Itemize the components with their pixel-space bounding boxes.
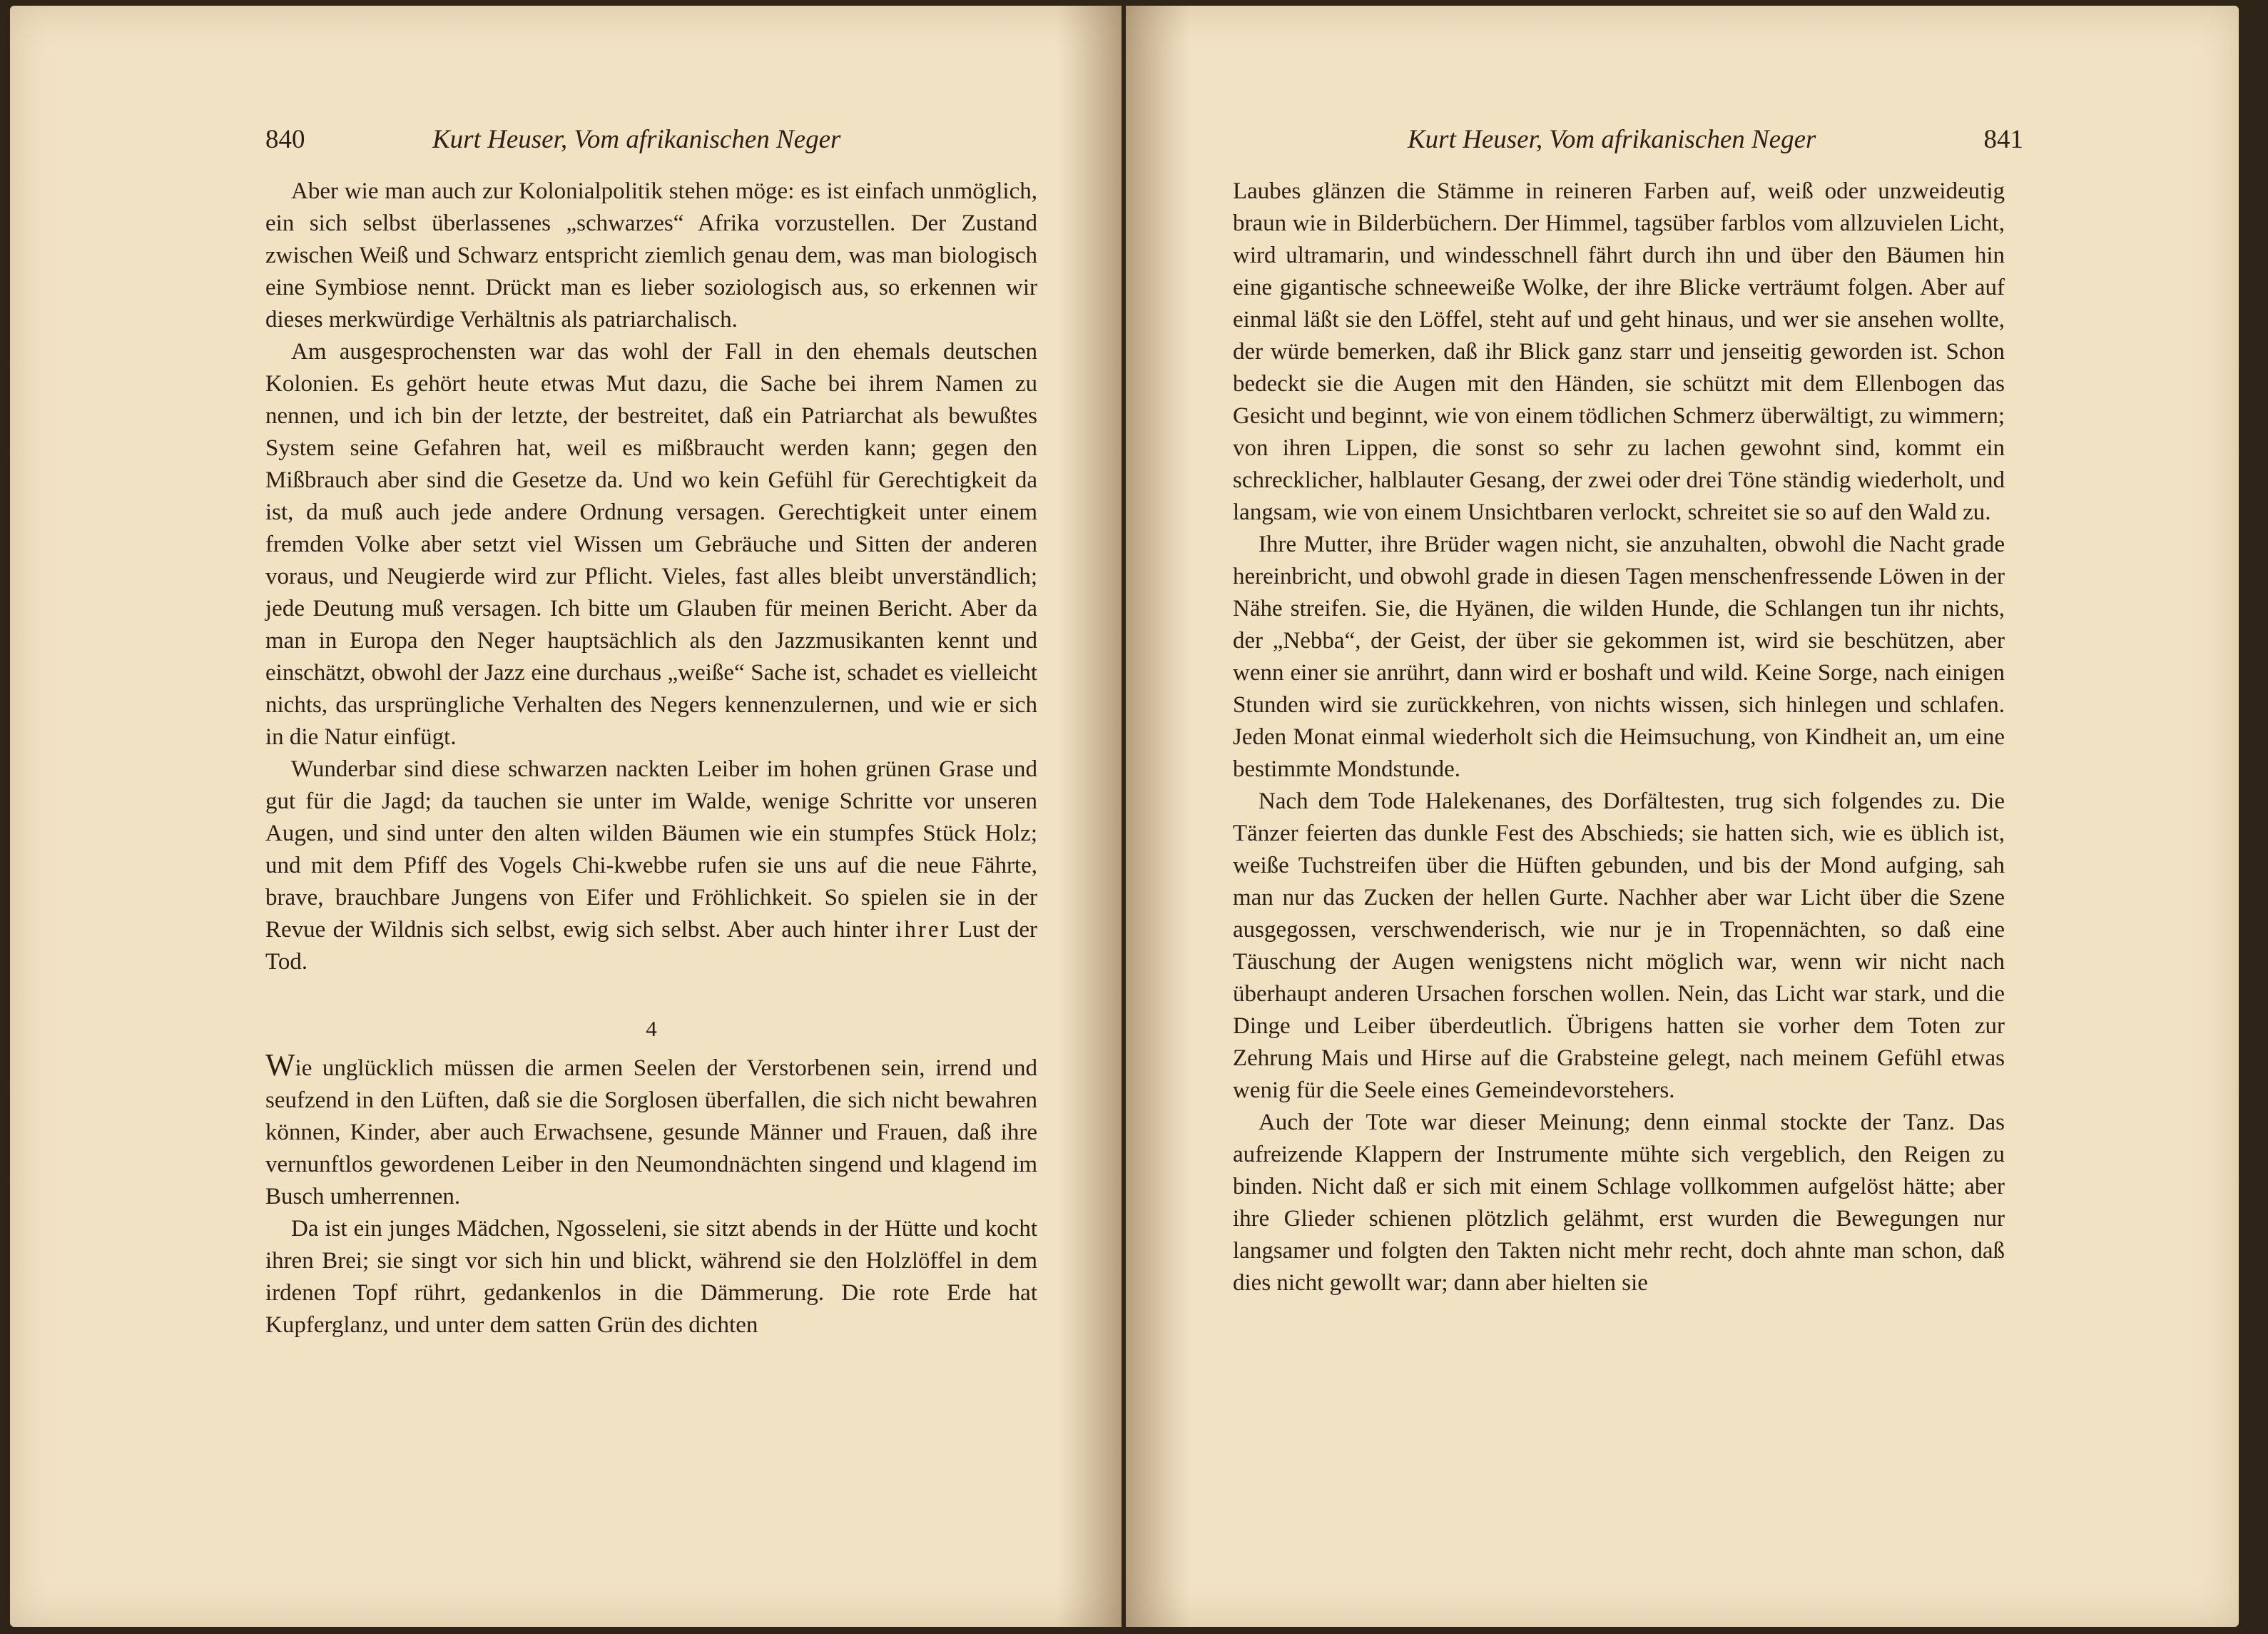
left-page bbox=[10, 6, 1122, 1627]
left-page-body bbox=[265, 176, 1037, 1341]
paragraph: Nach dem Tode Halekenanes, des Dorfältesten, trug sich folgendes zu. Die Tänzer feierten das dunkle Fest des Abschieds; sie hatten sich, wie es üblich ist, weiße Tuchstreifen über die Hüften gebunden, und bis der Mond aufging, sah man nur das Zucken der hellen Gurte. Nachher aber war Licht über die Szene ausgegossen, verschwenderisch, wie nur je in Tropennächten, so daß eine Täuschung der Augen wenigstens nicht möglich war, wenn wir nicht nach überhaupt anderen Ursachen forschen wollen. Nein, das Licht war stark, und die Dinge und Leiber überdeutlich. Übrigens hatten sie vorher dem Toten zur Zehrung Mais und Hirse auf die Grabsteine gelegt, nach meinem Gefühl etwas wenig für die Seele eines Gemeindevorstehers. bbox=[1233, 788, 2005, 1103]
page-number-right: 841 bbox=[1983, 125, 2023, 154]
paragraph: Ihre Mutter, ihre Brüder wagen nicht, sie anzuhalten, obwohl die Nacht grade hereinbricht, und obwohl grade in diesen Tagen menschenfressende Löwen in der Nähe streifen. Sie, die Hyänen, die wilden Hunde, die Schlangen tun ihr nichts, der „Nebba“, der Geist, der über sie gekommen ist, wird sie beschützen, aber wenn einer sie anrührt, dann wird er boshaft und wild. Keine Sorge, nach einigen Stunden wird sie zurückkehren, von nichts wissen, sich hinlegen und schlafen. Jeden Monat einmal wiederholt sich die Heimsuchung, von Kindheit an, um eine bestimmte Mondstunde. bbox=[1233, 532, 2005, 782]
paragraph: Aber wie man auch zur Kolonialpolitik stehen möge: es ist einfach unmöglich, ein sich selbst überlassenes „schwarzes“ Afrika vorzustellen. Der Zustand zwischen Weiß und Schwarz entspricht ziemlich genau dem, was man biologisch eine Symbiose nennt. Drückt man es lieber soziologisch aus, so erkennen wir dieses merkwürdige Verhältnis als patriarchalisch. bbox=[265, 178, 1037, 333]
section-opening-paragraph bbox=[265, 1049, 1037, 1213]
running-head-left bbox=[265, 118, 1043, 161]
paragraph-text: ie unglücklich müssen die armen Seelen der Verstorbenen sein, irrend und seufzend in den Lüften, daß sie die Sorglosen überfallen, die sich nicht bewahren können, Kinder, aber auch Erwachsene, gesunde Männer und Frauen, daß ihre vernunftlos gewordenen Leiber in den Neumondnächten singend und klagend im Busch umherrennen. bbox=[265, 1055, 1037, 1209]
initial-letter: W bbox=[265, 1047, 295, 1082]
running-title-left: Kurt Heuser, Vom afrikanischen Neger bbox=[432, 125, 841, 154]
paragraph-text: Wunderbar sind diese schwarzen nackten Leiber im hohen grünen Grase und gut für die Jagd; da tauchen sie unter im Walde, wenige Schritte vor unseren Augen, und sind unter den alten wilden Bäumen wie ein stumpfes Stück Holz; und mit dem Pfiff des Vogels Chi-kwebbe rufen sie uns auf die neue Fährte, brave, brauchbare Jungens von Eifer und Fröhlichkeit. So spielen sie in der Revue der Wildnis sich selbst, ewig sich selbst. Aber auch hinter bbox=[265, 756, 1037, 943]
continuation-paragraph: Laubes glänzen die Stämme in reineren Farben auf, weiß oder unzweideutig braun wie in Bilderbüchern. Der Himmel, tagsüber farblos vom allzuvielen Licht, wird ultramarin, und windesschnell fährt durch ihn und über den Bäumen hin eine gigantische schneeweiße Wolke, der ihre Blicke verträumt folgen. Aber auf einmal läßt sie den Löffel, steht auf und geht hinaus, und wer sie ansehen wollte, der würde bemerken, daß ihr Blick ganz starr und jenseitig geworden ist. Schon bedeckt sie die Augen mit den Händen, sie schützt mit dem Ellenbogen das Gesicht und beginnt, wie von einem tödlichen Schmerz überwältigt, zu wimmern; von ihren Lippen, die sonst so sehr zu lachen gewohnt sind, kommt ein schrecklicher, halblauter Gesang, der zwei oder drei Töne ständig wiederholt, und langsam, wie von einem Unsichtbaren verlockt, schreitet sie so auf den Wald zu. bbox=[1233, 178, 2005, 525]
right-page bbox=[1126, 6, 2239, 1627]
paragraph: Am ausgesprochensten war das wohl der Fall in den ehemals deutschen Kolonien. Es gehört heute etwas Mut dazu, die Sache bei ihrem Namen zu nennen, und ich bin der letzte, der bestreitet, daß ein Patriarchat als bewußtes System seine Gefahren hat, weil es mißbraucht werden kann; gegen den Mißbrauch aber sind die Gesetze da. Und wo kein Gefühl für Gerechtigkeit da ist, da muß auch jede andere Ordnung versagen. Gerechtigkeit unter einem fremden Volke aber setzt viel Wissen um Gebräuche und Sitten der anderen voraus, und Neugierde wird zur Pflicht. Vieles, fast alles bleibt unverständlich; jede Deutung muß versagen. Ich bitte um Glauben für meinen Bericht. Aber da man in Europa den Neger hauptsächlich als den Jazzmusikanten kennt und einschätzt, obwohl der Jazz eine durchaus „weiße“ Sache ist, schadet es vielleicht nichts, das ursprüngliche Verhalten des Negers kennenzulernen, und wie er sich in die Natur einfügt. bbox=[265, 339, 1037, 750]
spaced-emphasis: ihrer bbox=[895, 917, 951, 943]
paragraph: Da ist ein junges Mädchen, Ngosseleni, sie sitzt abends in der Hütte und kocht ihren Brei; sie singt vor sich hin und blickt, während sie den Holzlöffel in dem irdenen Topf rührt, gedankenlos in die Dämmerung. Die rote Erde hat Kupferglanz, und unter dem satten Grün des dichten bbox=[265, 1216, 1037, 1338]
running-head-right bbox=[1233, 118, 2023, 161]
running-title-right: Kurt Heuser, Vom afrikanischen Neger bbox=[1408, 125, 1816, 154]
gutter-shadow-left bbox=[1057, 6, 1122, 1627]
paragraph bbox=[265, 753, 1037, 978]
right-page-body bbox=[1233, 176, 2005, 1299]
section-number: 4 bbox=[646, 1016, 657, 1041]
gutter-shadow-right bbox=[1126, 6, 1190, 1627]
page-number-left: 840 bbox=[265, 125, 305, 154]
paragraph-text: Lust der Tod. bbox=[265, 917, 1037, 975]
paragraph: Auch der Tote war dieser Meinung; denn einmal stockte der Tanz. Das aufreizende Klappern der Instrumente mühte sich vergeblich, den Reigen zu binden. Nicht daß er sich mit einem Schlage vollkommen aufgelöst hätte; aber ihre Glieder schienen plötzlich gelähmt, erst wurden die Bewegungen nur langsamer und folgten den Takten nicht mehr recht, doch ahnte man schon, daß dies nicht gewollt war; dann aber hielten sie bbox=[1233, 1110, 2005, 1296]
